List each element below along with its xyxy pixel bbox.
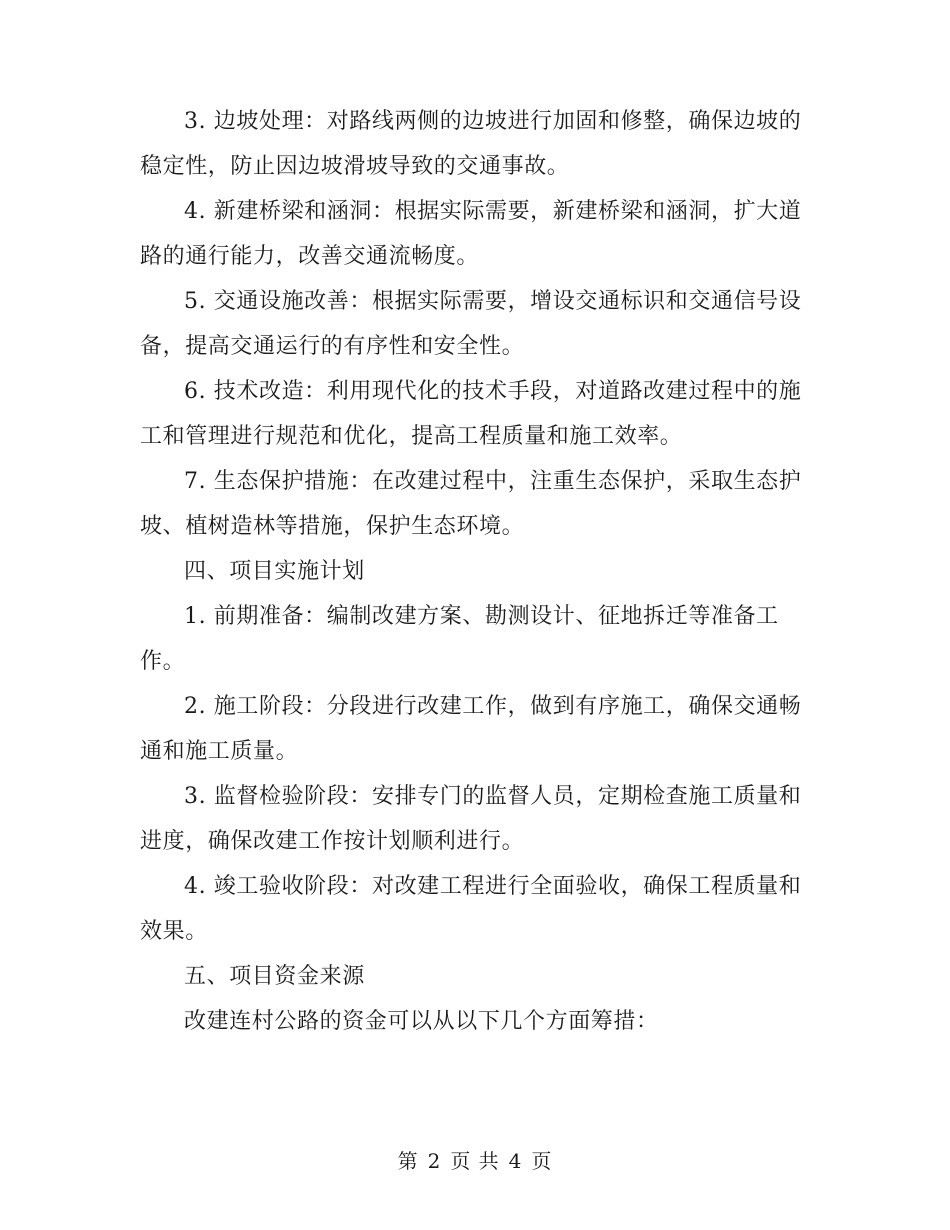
total-page-count: 4 (508, 1149, 523, 1173)
paragraph-bridges-culverts: 4. 新建桥梁和涵洞：根据实际需要，新建桥梁和涵洞，扩大道路的通行能力，改善交通流畅度。 (140, 199, 802, 269)
paragraph-technical-upgrade: 6. 技术改造：利用现代化的技术手段，对道路改建过程中的施工和管理进行规范和优化，提高工程质量和施工效率。 (140, 379, 802, 449)
paragraph-funding-intro: 改建连村公路的资金可以从以下几个方面筹措： (184, 1009, 659, 1034)
paragraph-supervision-stage: 3. 监督检验阶段：安排专门的监督人员，定期检查施工质量和进度，确保改建工作按计划顺利进行。 (140, 784, 802, 854)
current-page-number: 2 (427, 1149, 442, 1173)
page-label-mid: 页 共 (450, 1149, 500, 1173)
paragraph-construction-stage: 2. 施工阶段：分段进行改建工作，做到有序施工，确保交通畅通和施工质量。 (140, 694, 802, 764)
document-body (140, 99, 812, 1044)
page-number-footer (0, 1145, 950, 1174)
paragraph-traffic-facilities: 5. 交通设施改善：根据实际需要，增设交通标识和交通信号设备，提高交通运行的有序性和安全性。 (140, 289, 802, 359)
paragraph-ecological-protection: 7. 生态保护措施：在改建过程中，注重生态保护，采取生态护坡、植树造林等措施，保护生态环境。 (140, 469, 802, 539)
paragraph-preparation: 1. 前期准备：编制改建方案、勘测设计、征地拆迁等准备工作。 (140, 604, 779, 674)
section-heading-funding-sources: 五、项目资金来源 (184, 964, 365, 989)
paragraph-slope-treatment: 3. 边坡处理：对路线两侧的边坡进行加固和修整，确保边坡的稳定性，防止因边坡滑坡导致的交通事故。 (140, 109, 802, 179)
section-heading-implementation-plan: 四、项目实施计划 (184, 559, 365, 584)
page-label-prefix: 第 (397, 1149, 419, 1173)
page-label-suffix: 页 (531, 1149, 553, 1173)
paragraph-acceptance-stage: 4. 竣工验收阶段：对改建工程进行全面验收，确保工程质量和效果。 (140, 874, 802, 944)
